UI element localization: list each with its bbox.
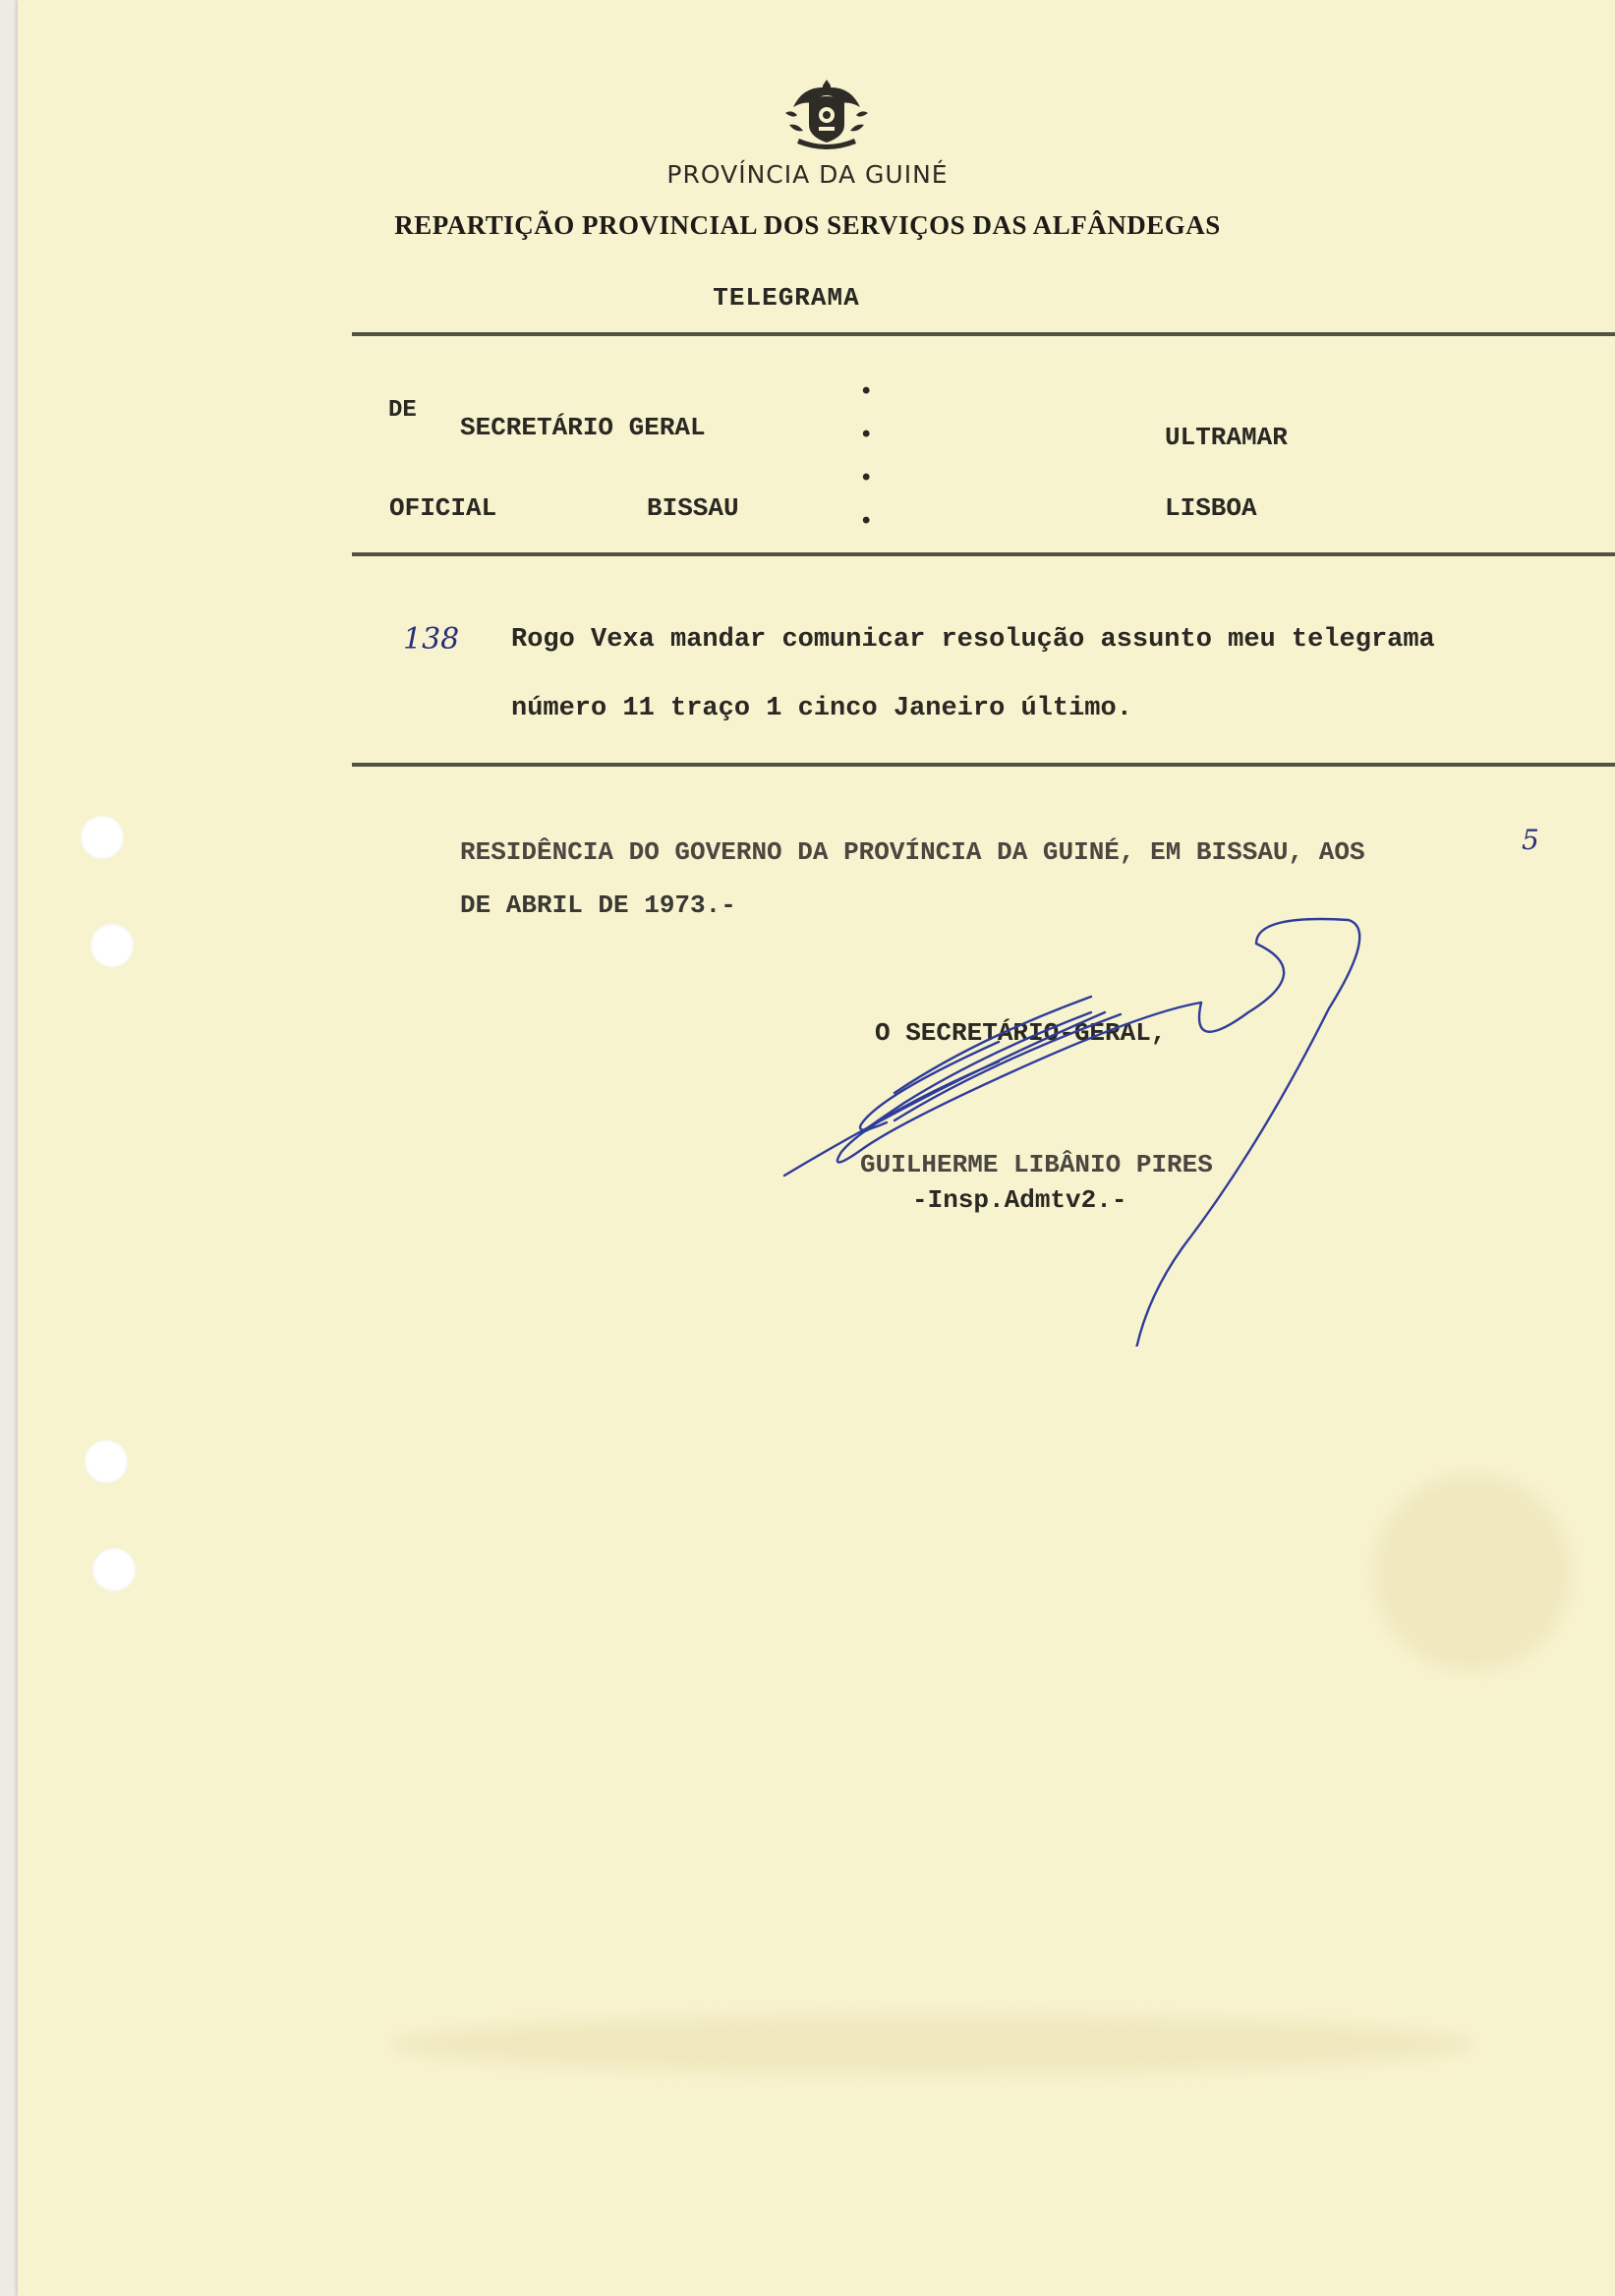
- paper-stain: [1374, 1474, 1571, 1671]
- document-type: TELEGRAMA: [713, 283, 860, 313]
- from-sender: SECRETÁRIO GERAL: [460, 413, 706, 442]
- message-number: 138: [403, 622, 460, 657]
- separator-dot: •: [859, 509, 874, 536]
- handwritten-signature: [767, 894, 1455, 1347]
- signatory-role: -Insp.Admtv2.-: [912, 1185, 1127, 1215]
- signatory-title: O SECRETÁRIO-GERAL,: [875, 1018, 1167, 1048]
- from-label: DE: [388, 397, 417, 424]
- middle-rule: [352, 552, 1615, 556]
- message-line-2: número 11 traço 1 cinco Janeiro último.: [511, 694, 1132, 723]
- message-line-1: Rogo Vexa mandar comunicar resolução assunto meu telegrama: [511, 625, 1435, 655]
- to-place: LISBOA: [1165, 493, 1257, 523]
- department-title: REPARTIÇÃO PROVINCIAL DOS SERVIÇOS DAS ALFÂNDEGAS: [394, 210, 1221, 240]
- province-title: PROVÍNCIA DA GUINÉ: [666, 160, 949, 189]
- scan-background: [0, 0, 18, 2296]
- punch-hole: [81, 816, 124, 859]
- coat-of-arms-icon: [779, 74, 874, 152]
- from-place: BISSAU: [647, 493, 739, 523]
- column-separator: [859, 372, 874, 548]
- punch-hole: [90, 924, 134, 967]
- punch-hole: [85, 1440, 128, 1483]
- separator-dot: •: [859, 423, 874, 449]
- from-class: OFICIAL: [389, 493, 497, 523]
- closing-line-1: RESIDÊNCIA DO GOVERNO DA PROVÍNCIA DA GUINÉ, EM BISSAU, AOS: [460, 837, 1365, 867]
- separator-dot: •: [859, 466, 874, 492]
- bottom-rule: [352, 763, 1615, 767]
- closing-line-2: DE ABRIL DE 1973.-: [460, 890, 736, 920]
- separator-dot: •: [859, 379, 874, 406]
- signatory-name: GUILHERME LIBÂNIO PIRES: [860, 1150, 1213, 1179]
- top-rule: [352, 332, 1615, 336]
- punch-hole: [92, 1548, 136, 1591]
- paper-stain: [391, 2015, 1472, 2074]
- closing-day: 5: [1522, 824, 1539, 856]
- to-recipient: ULTRAMAR: [1165, 423, 1288, 452]
